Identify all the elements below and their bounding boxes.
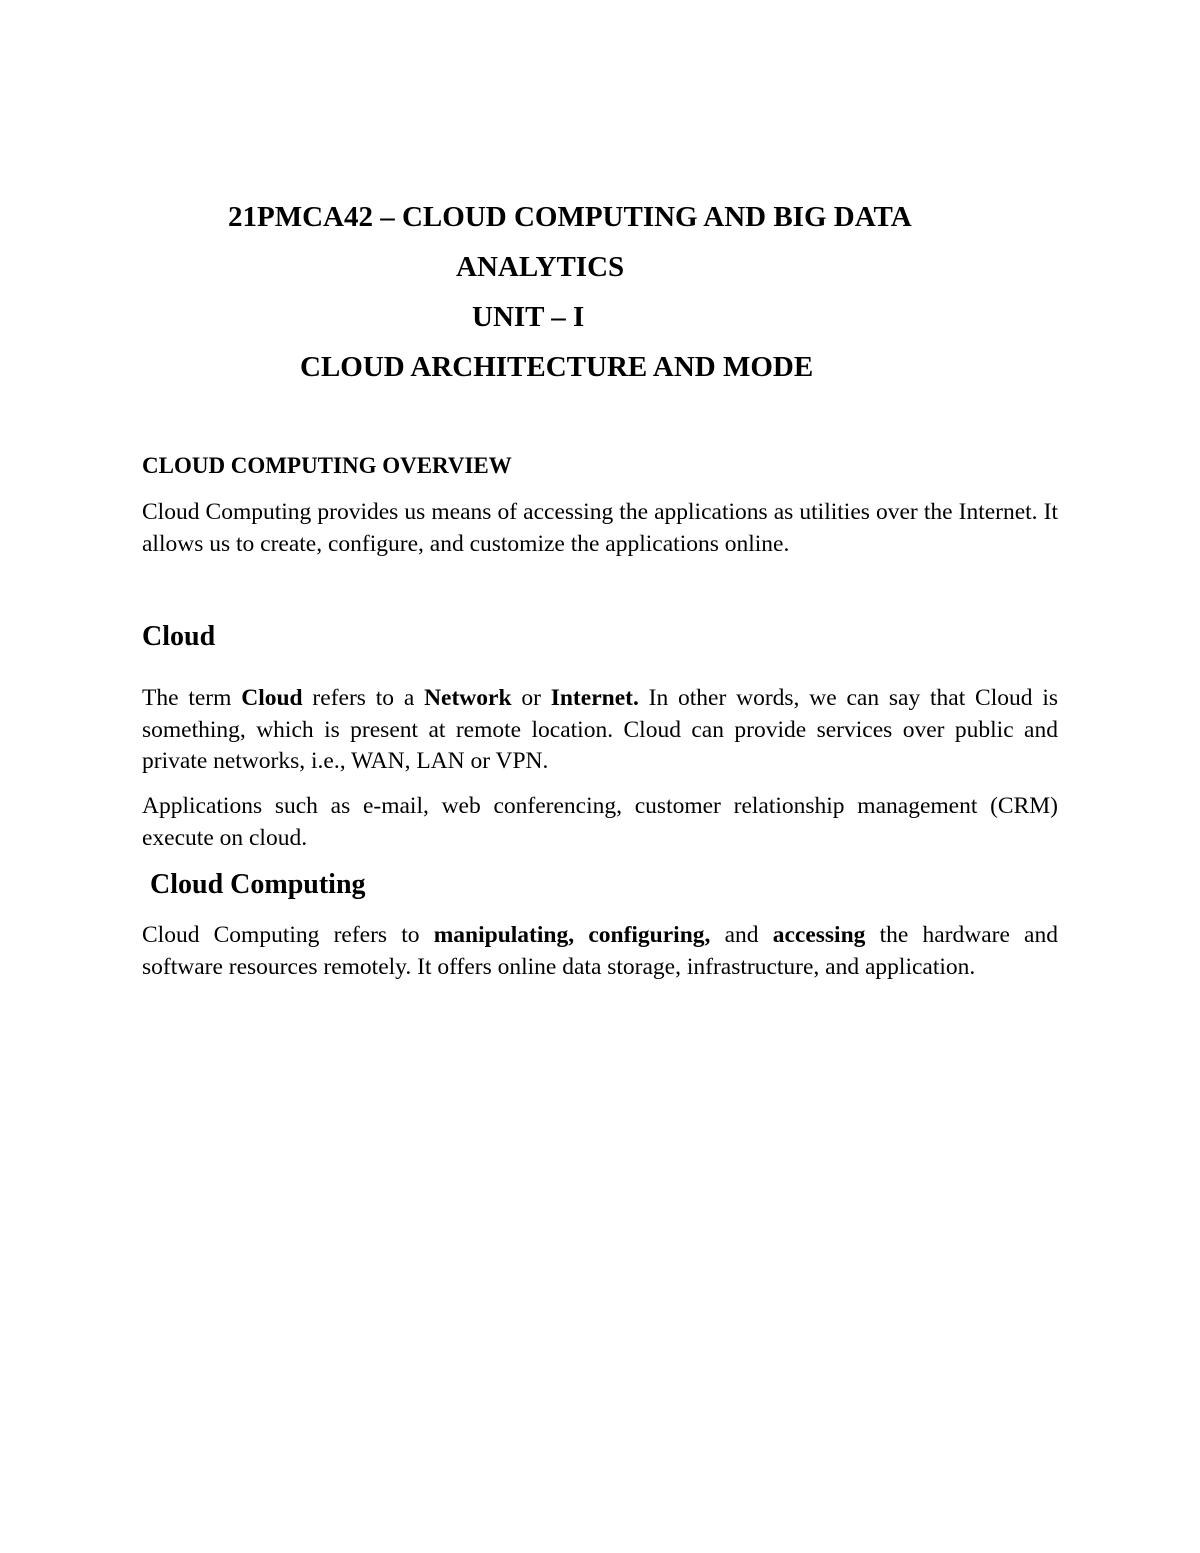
cc-p1-text-3: and [710, 922, 773, 948]
cc-p1-text-4: the hardware and software resources remotely. It offers online data storage, infrastructure, and application. [142, 922, 1058, 980]
cc-p1-text-2 [574, 922, 588, 948]
internet-term-bold: Internet. [550, 685, 639, 711]
cloud-p1-text-4: In other words, we can say that Cloud is something, which is present at remote location. Cloud can provide services over public and private networks, i.e., WAN, LAN or VPN. [142, 685, 1058, 774]
overview-paragraph: Cloud Computing provides us means of accessing the applications as utilities over the Internet. It allows us to create, configure, and customize the applications online. [142, 499, 1058, 557]
network-term-bold: Network [424, 685, 512, 711]
cloud-computing-paragraph [142, 920, 1058, 983]
configuring-term-bold: configuring, [588, 922, 711, 948]
manipulating-term-bold: manipulating, [433, 922, 575, 948]
cloud-applications-paragraph: Applications such as e-mail, web conferencing, customer relationship management (CRM) execute on cloud. [142, 793, 1058, 851]
accessing-term-bold: accessing [772, 922, 866, 948]
cloud-p1-text-3: or [511, 685, 551, 711]
cc-p1-text-1: Cloud Computing refers to [142, 922, 434, 948]
cloud-computing-heading: Cloud Computing [150, 869, 366, 900]
course-title-continued: ANALYTICS [456, 251, 625, 283]
cloud-term-bold: Cloud [241, 685, 303, 711]
course-title: 21PMCA42 – CLOUD COMPUTING AND BIG DATA [228, 201, 912, 233]
unit-title: CLOUD ARCHITECTURE AND MODE [300, 351, 814, 383]
overview-heading: CLOUD COMPUTING OVERVIEW [142, 453, 512, 478]
cloud-heading: Cloud [142, 621, 216, 652]
cloud-paragraph [142, 683, 1058, 778]
cloud-p1-text-2: refers to a [302, 685, 425, 711]
cloud-p1-text-1: The term [142, 685, 242, 711]
unit-label: UNIT – I [472, 301, 585, 333]
